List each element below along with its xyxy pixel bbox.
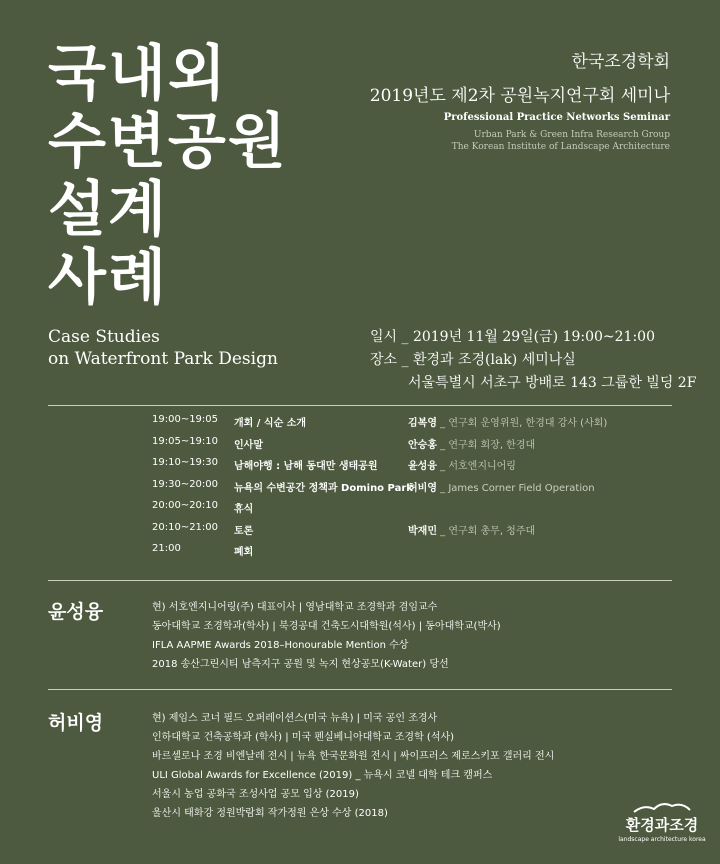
main-title [48, 40, 288, 312]
program-time: 19:05~19:10 [152, 435, 219, 447]
event-place: 장소 _ 환경과 조경(lak) 세미나실 [370, 352, 576, 368]
program-event: 인사말 [234, 439, 263, 451]
program-speaker: 김복영 _ 연구회 운영위원, 한경대 강사 (사회) [408, 418, 608, 429]
bio-line: 2018 송산그린시티 남측지구 공원 및 녹지 현상공모(K-Water) 당선 [152, 659, 449, 670]
logo [612, 800, 712, 843]
event-address: 서울특별시 서초구 방배로 143 그룹한 빌딩 2F [408, 375, 697, 391]
group-line-2: The Korean Institute of Landscape Architecture [451, 142, 670, 152]
program-time: 20:00~20:10 [152, 500, 219, 511]
program-event: 토론 [234, 525, 254, 537]
group-line-1: Urban Park & Green Infra Research Group [473, 130, 670, 140]
program-time: 20:10~21:00 [152, 521, 219, 533]
ppn-label: Professional Practice Networks Seminar [443, 112, 670, 123]
program-table [152, 414, 682, 565]
bio-details-2 [152, 709, 554, 823]
english-title-line-1: Case Studies [48, 327, 160, 347]
program-time: 21:00 [152, 543, 181, 554]
program-row [152, 436, 682, 458]
program-event: 폐회 [234, 547, 254, 558]
program-row [152, 522, 682, 544]
group-label [370, 129, 670, 153]
divider [48, 580, 672, 581]
english-title [48, 326, 278, 370]
program-speaker: 안승홍 _ 연구회 회장, 한경대 [408, 439, 536, 451]
program-time: 19:30~20:00 [152, 478, 219, 490]
title-line-1: 국내외 [48, 39, 228, 109]
program-speaker: 박재민 _ 연구회 총무, 청주대 [408, 525, 536, 537]
society-name: 한국조경학회 [571, 52, 670, 72]
event-date: 일시 _ 2019년 11월 29일(금) 19:00~21:00 [370, 329, 655, 345]
mountain-icon [632, 800, 692, 814]
program-event: 휴식 [234, 504, 254, 515]
english-title-line-2: on Waterfront Park Design [48, 349, 278, 369]
bio-line: 서울시 농업 공화국 조성사업 공모 입상 (2019) [152, 789, 359, 800]
program-event: 개회 / 식순 소개 [234, 418, 307, 429]
program-speaker: 윤성융 _ 서호엔지니어링 [408, 461, 516, 472]
program-row [152, 457, 682, 479]
bio-line: ULI Global Awards for Excellence (2019) _ 뉴욕시 코넬 대학 테크 캠퍼스 [152, 770, 493, 781]
organizer-block [370, 47, 670, 153]
bio-line: 현) 서호엔지니어링(주) 대표이사 | 영남대학교 조경학과 겸임교수 [152, 602, 438, 613]
title-line-3: 설계 [48, 175, 168, 245]
divider [48, 689, 672, 690]
program-event: 뉴욕의 수변공간 정책과 Domino Park [234, 482, 413, 494]
bio-details-1 [152, 598, 501, 674]
program-time: 19:00~19:05 [152, 414, 219, 425]
program-time: 19:10~19:30 [152, 457, 219, 468]
program-row [152, 479, 682, 501]
logo-name: 환경과조경 [625, 816, 699, 834]
divider [48, 405, 672, 406]
bio-line: 바르셀로나 조경 비엔날레 전시 | 뉴욕 한국문화원 전시 | 싸이프러스 제로스키포 갤러리 전시 [152, 751, 555, 762]
program-event: 남해야행 : 남해 동대만 생태공원 [234, 461, 378, 472]
bio-name-2: 허비영 [48, 712, 104, 734]
bio-line: 울산시 태화강 정원박람회 작가정원 은상 수상 (2018) [152, 808, 388, 819]
bio-line: IFLA AAPME Awards 2018–Honourable Mention 수상 [152, 640, 409, 651]
program-speaker: 허비영 _ James Corner Field Operation [408, 482, 595, 494]
bio-name-1: 윤성융 [48, 601, 104, 623]
bio-line: 현) 제임스 코너 필드 오퍼레이션스(미국 뉴욕) | 미국 공인 조경사 [152, 713, 438, 724]
program-row [152, 543, 682, 565]
bio-line: 동아대학교 조경학과(학사) | 북경공대 건축도시대학원(석사) | 동아대학교(박사) [152, 621, 501, 632]
title-line-4: 사례 [48, 243, 168, 313]
title-line-2: 수변공원 [48, 107, 288, 177]
seminar-name: 2019년도 제2차 공원녹지연구회 세미나 [369, 86, 670, 106]
logo-subtitle: landscape architecture korea [618, 836, 706, 843]
bio-line: 인하대학교 건축공학과 (학사) | 미국 펜실베니아대학교 조경학 (석사) [152, 732, 455, 743]
program-row [152, 500, 682, 522]
event-info [370, 326, 696, 395]
program-row [152, 414, 682, 436]
